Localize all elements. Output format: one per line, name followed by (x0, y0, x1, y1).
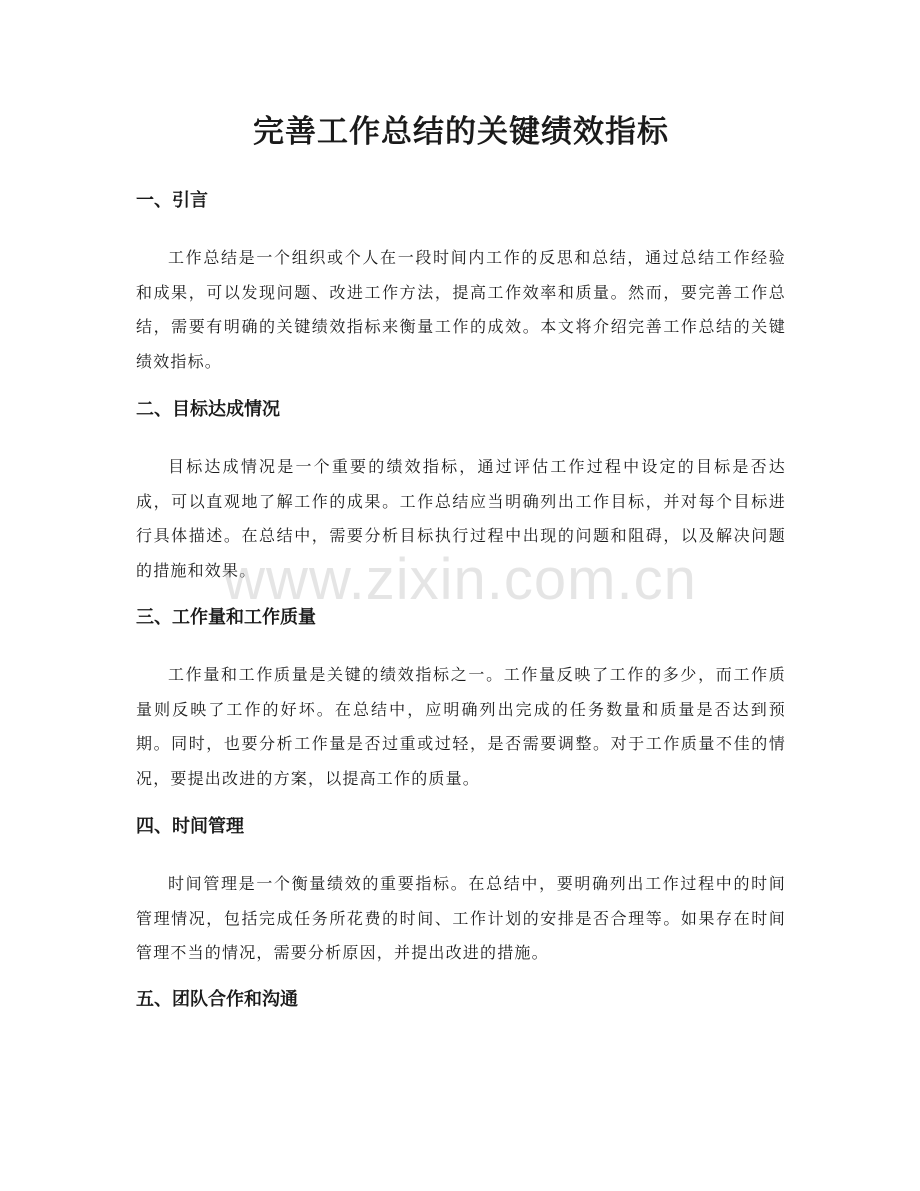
section-paragraph: 时间管理是一个衡量绩效的重要指标。在总结中，要明确列出工作过程中的时间管理情况，包括完成任务所花费的时间、工作计划的安排是否合理等。如果存在时间管理不当的情况，需要分析原因，并提出改进的措施。 (136, 874, 786, 963)
section-paragraph: 目标达成情况是一个重要的绩效指标，通过评估工作过程中设定的目标是否达成，可以直观地了解工作的成果。工作总结应当明确列出工作目标，并对每个目标进行具体描述。在总结中，需要分析目标执行过程中出现的问题和阻碍，以及解决问题的措施和效果。 (136, 457, 786, 580)
section-heading: 五、团队合作和沟通 (136, 989, 298, 1010)
section-heading: 四、时间管理 (136, 816, 244, 837)
section-goal-achievement (136, 396, 786, 588)
watermark: www.zixin.com.cn (223, 547, 697, 612)
section-heading: 二、目标达成情况 (136, 399, 280, 420)
section-heading: 三、工作量和工作质量 (136, 607, 316, 628)
section-time-management (136, 813, 786, 971)
section-workload-quality (136, 604, 786, 796)
document-title: 完善工作总结的关键绩效指标 (253, 114, 669, 150)
section-paragraph: 工作量和工作质量是关键的绩效指标之一。工作量反映了工作的多少，而工作质量则反映了工作的好坏。在总结中，应明确列出完成的任务数量和质量是否达到预期。同时，也要分析工作量是否过重或过轻，是否需要调整。对于工作质量不佳的情况，要提出改进的方案，以提高工作的质量。 (136, 665, 786, 788)
section-heading: 一、引言 (136, 190, 208, 211)
section-paragraph: 工作总结是一个组织或个人在一段时间内工作的反思和总结，通过总结工作经验和成果，可以发现问题、改进工作方法，提高工作效率和质量。然而，要完善工作总结，需要有明确的关键绩效指标来衡量工作的成效。本文将介绍完善工作总结的关键绩效指标。 (136, 248, 786, 371)
section-introduction (136, 187, 786, 379)
section-teamwork-communication (136, 986, 786, 1014)
